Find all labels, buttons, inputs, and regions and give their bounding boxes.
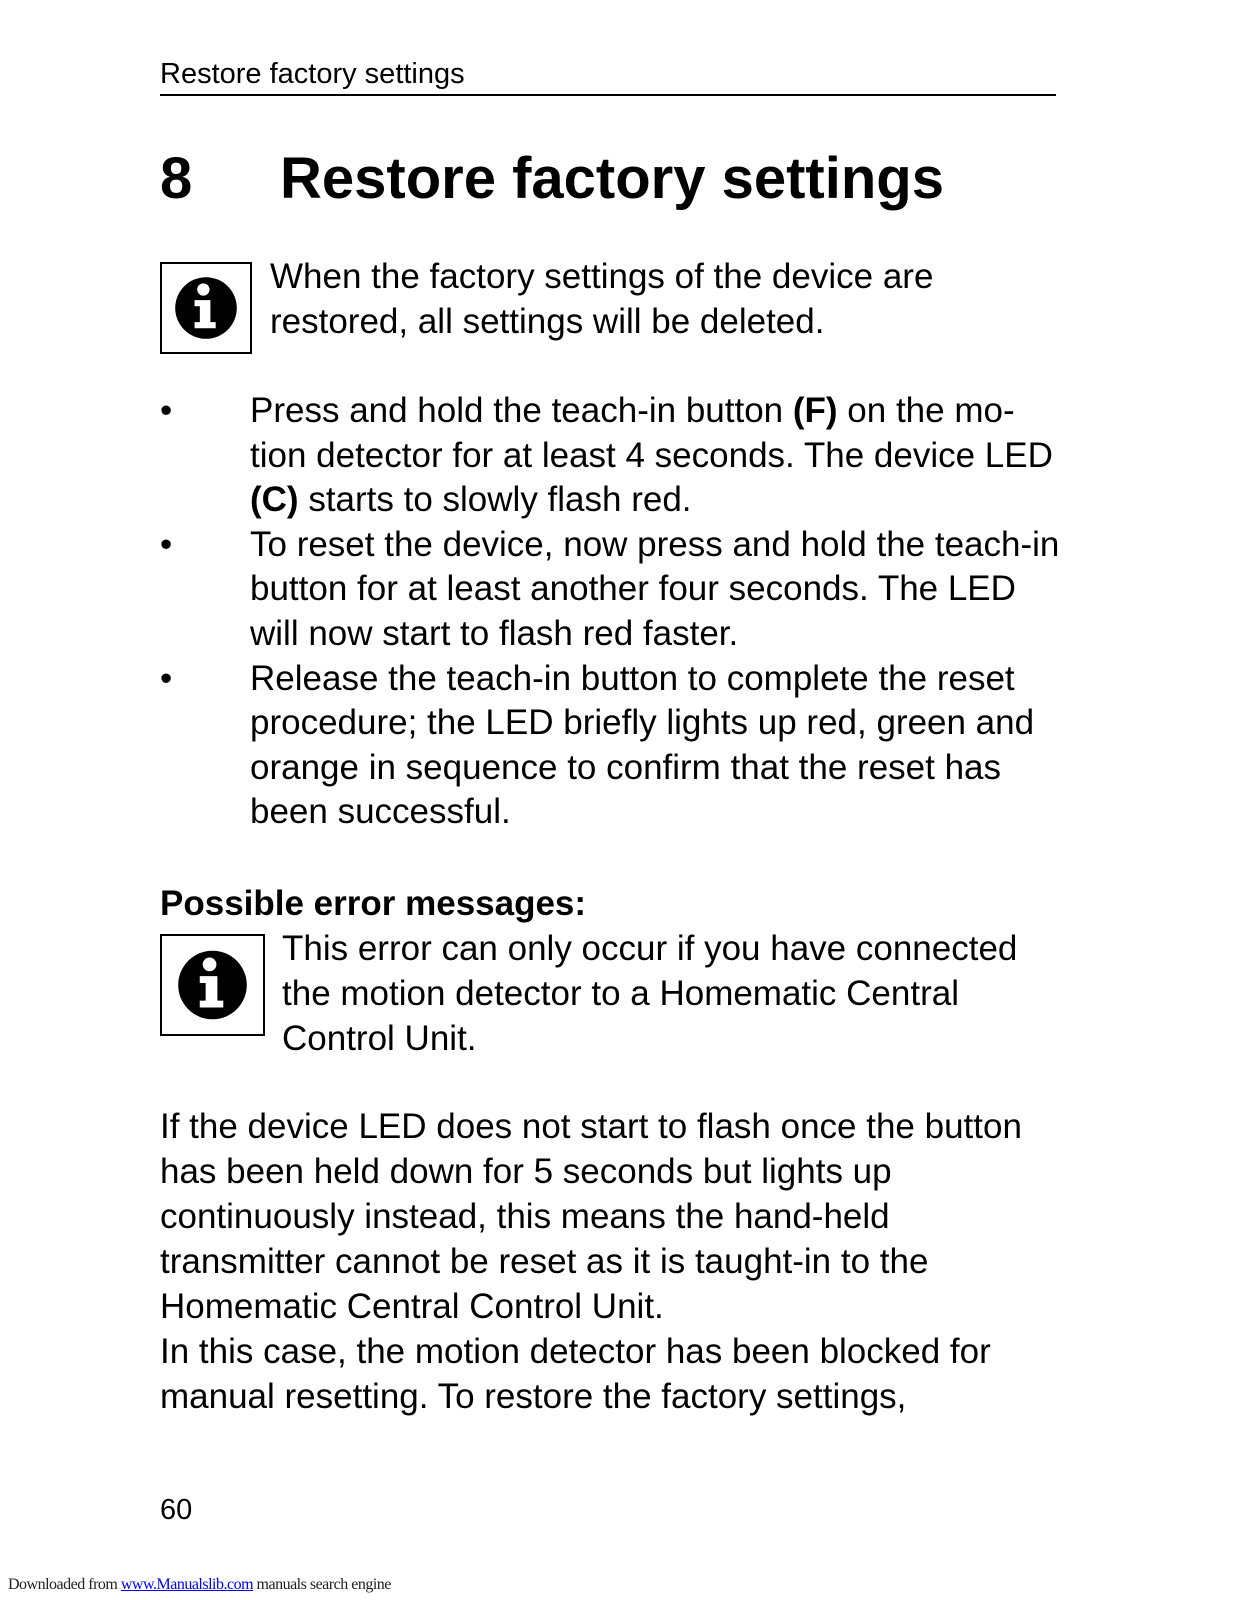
- info-icon: [160, 262, 252, 354]
- download-credit: [8, 1575, 391, 1595]
- bullet: •: [160, 658, 173, 698]
- error-explanation: [160, 1104, 1060, 1419]
- step-text: To reset the device, now press and hold the teach-in button for at least another four seconds. The LED will now start to flash red faster.: [250, 524, 1060, 653]
- bullet: •: [160, 391, 173, 430]
- step-text: Release the teach-in button to complete the reset procedure; the LED briefly lights up red, green and orange in sequence to confirm that the reset has been successful.: [250, 658, 1035, 832]
- paragraph: If the device LED does not start to flash once the button has been held down for 5 seconds but lights up continuously instead, this means the hand-held transmitter cannot be reset as it is taught-in to the Homematic Central Control Unit.: [160, 1107, 1022, 1326]
- chapter-number: 8: [160, 146, 193, 211]
- paragraph: In this case, the motion detector has been blocked for manual resetting. To restore the factory settings,: [160, 1332, 991, 1416]
- error-info-note-text: This error can only occur if you have connected the motion detector to a Homematic Central Control Unit.: [282, 929, 1018, 1058]
- step-text: Press and hold the teach-in button: [250, 391, 793, 430]
- running-header: Restore factory settings: [160, 56, 1056, 96]
- page-number: 60: [160, 1494, 193, 1526]
- credit-prefix: Downloaded from: [8, 1576, 121, 1593]
- info-icon-graphic: [162, 936, 263, 1034]
- led-reference: (C): [250, 480, 299, 520]
- chapter-title-text: Restore factory settings: [280, 146, 944, 211]
- credit-suffix: manuals search engine: [253, 1576, 391, 1593]
- reset-steps-list: [160, 389, 1060, 835]
- info-note-text: When the factory settings of the device are restored, all settings will be deleted.: [270, 257, 934, 341]
- button-reference: (F): [792, 391, 838, 430]
- manualslib-link[interactable]: www.Manualslib.com: [120, 1576, 254, 1593]
- info-icon-graphic: [162, 264, 250, 352]
- bullet: •: [160, 524, 173, 564]
- list-item: [160, 657, 1060, 835]
- step-text: on the mo-tion detector for at least 4 seconds. The device LED: [250, 391, 1053, 475]
- error-messages-heading: Possible error messages:: [160, 884, 587, 923]
- chapter-title: [160, 143, 944, 215]
- info-icon: [160, 934, 265, 1036]
- list-item: [160, 523, 1060, 657]
- list-item: [160, 389, 1060, 523]
- step-text: starts to slowly flash red.: [298, 480, 692, 520]
